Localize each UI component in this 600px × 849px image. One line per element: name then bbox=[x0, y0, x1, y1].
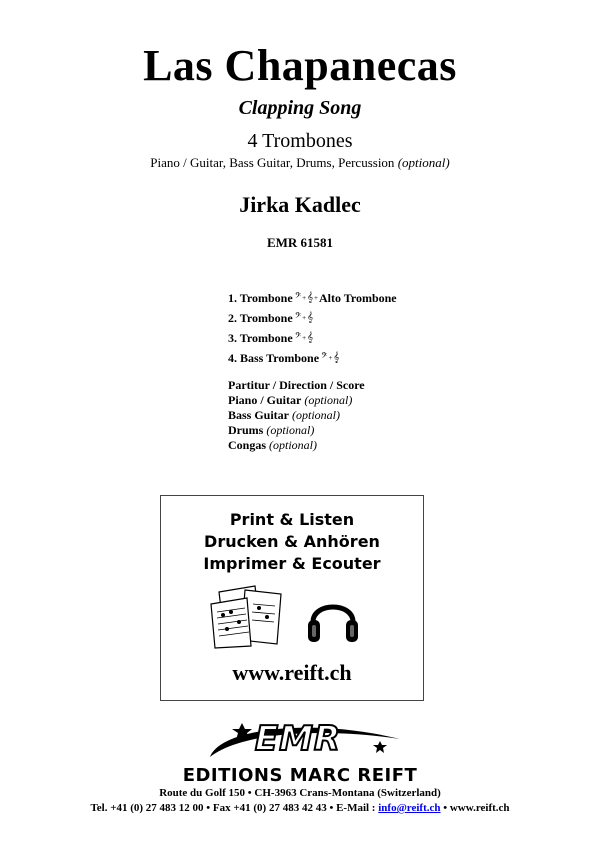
part-label: 4. Bass Trombone bbox=[228, 351, 320, 365]
promo-line-fr: Imprimer & Ecouter bbox=[203, 554, 381, 573]
clef-icons bbox=[295, 290, 319, 306]
subtitle: Clapping Song bbox=[238, 97, 362, 119]
plus-sign: + bbox=[302, 334, 307, 342]
accompaniment-text: Piano / Guitar, Bass Guitar, Drums, Percussion bbox=[150, 155, 395, 170]
publisher-name: EDITIONS MARC REIFT bbox=[182, 765, 418, 786]
part-item bbox=[228, 308, 397, 328]
ensemble: 4 Trombones bbox=[247, 130, 353, 152]
plus-sign: + bbox=[328, 354, 333, 362]
score-item-label: Congas bbox=[228, 438, 267, 452]
list-item bbox=[228, 423, 365, 438]
promo-line-de: Drucken & Anhören bbox=[204, 532, 380, 551]
promo-line-en: Print & Listen bbox=[229, 510, 355, 529]
score-item-label: Partitur / Direction / Score bbox=[228, 378, 365, 392]
plus-sign: + bbox=[302, 314, 307, 322]
treble-clef-icon: 𝄞 bbox=[307, 332, 313, 343]
bass-clef-icon: 𝄢 bbox=[294, 292, 302, 303]
publisher-contact bbox=[0, 801, 600, 815]
promo-url-link[interactable]: www.reift.ch bbox=[232, 660, 352, 685]
part-item bbox=[228, 348, 397, 368]
plus-sign: + bbox=[302, 294, 307, 302]
part-item bbox=[228, 288, 397, 308]
part-alt-label: Alto Trombone bbox=[318, 291, 397, 305]
list-item bbox=[228, 438, 365, 453]
contact-phone-fax: Tel. +41 (0) 27 483 12 00 • Fax +41 (0) 27 483 42 43 • E-Mail : bbox=[90, 802, 376, 814]
accompaniment-note: (optional) bbox=[397, 155, 450, 170]
score-item-note: (optional) bbox=[266, 423, 315, 437]
parts-list bbox=[228, 288, 397, 368]
part-label: 2. Trombone bbox=[228, 311, 293, 325]
sheet-music-icon bbox=[209, 582, 301, 650]
score-materials-list bbox=[228, 378, 365, 453]
part-item bbox=[228, 328, 397, 348]
contact-website: • www.reift.ch bbox=[443, 802, 510, 814]
logo-emr-text: EMR bbox=[254, 719, 342, 759]
publisher-address: Route du Golf 150 • CH-3963 Crans-Montana (Switzerland) bbox=[159, 787, 441, 799]
score-item-note: (optional) bbox=[304, 393, 353, 407]
list-item bbox=[228, 408, 365, 423]
catalog-number: EMR 61581 bbox=[266, 235, 334, 250]
treble-clef-icon: 𝄞 bbox=[333, 352, 340, 363]
score-item-label: Bass Guitar bbox=[228, 408, 290, 422]
list-item bbox=[228, 393, 365, 408]
part-label: 1. Trombone bbox=[228, 291, 293, 305]
clef-icons bbox=[295, 310, 313, 326]
page-title: Las Chapanecas bbox=[143, 41, 457, 90]
print-listen-box bbox=[160, 495, 424, 701]
accompaniment-line bbox=[0, 155, 600, 171]
plus-sign: + bbox=[314, 294, 318, 302]
bass-clef-icon: 𝄢 bbox=[321, 352, 328, 363]
bass-clef-icon: 𝄢 bbox=[294, 312, 302, 323]
score-item-note: (optional) bbox=[292, 408, 341, 422]
composer: Jirka Kadlec bbox=[239, 192, 361, 217]
score-item-label: Piano / Guitar bbox=[228, 393, 302, 407]
score-item-label: Drums bbox=[228, 423, 264, 437]
email-link[interactable]: info@reift.ch bbox=[378, 802, 441, 814]
treble-clef-icon: 𝄞 bbox=[307, 292, 313, 303]
headphones-icon bbox=[303, 588, 363, 648]
clef-icons bbox=[321, 350, 339, 366]
list-item bbox=[228, 378, 365, 393]
treble-clef-icon: 𝄞 bbox=[307, 312, 313, 323]
part-label: 3. Trombone bbox=[228, 331, 293, 345]
score-item-note: (optional) bbox=[269, 438, 318, 452]
bass-clef-icon: 𝄢 bbox=[294, 332, 302, 343]
clef-icons bbox=[295, 330, 313, 346]
